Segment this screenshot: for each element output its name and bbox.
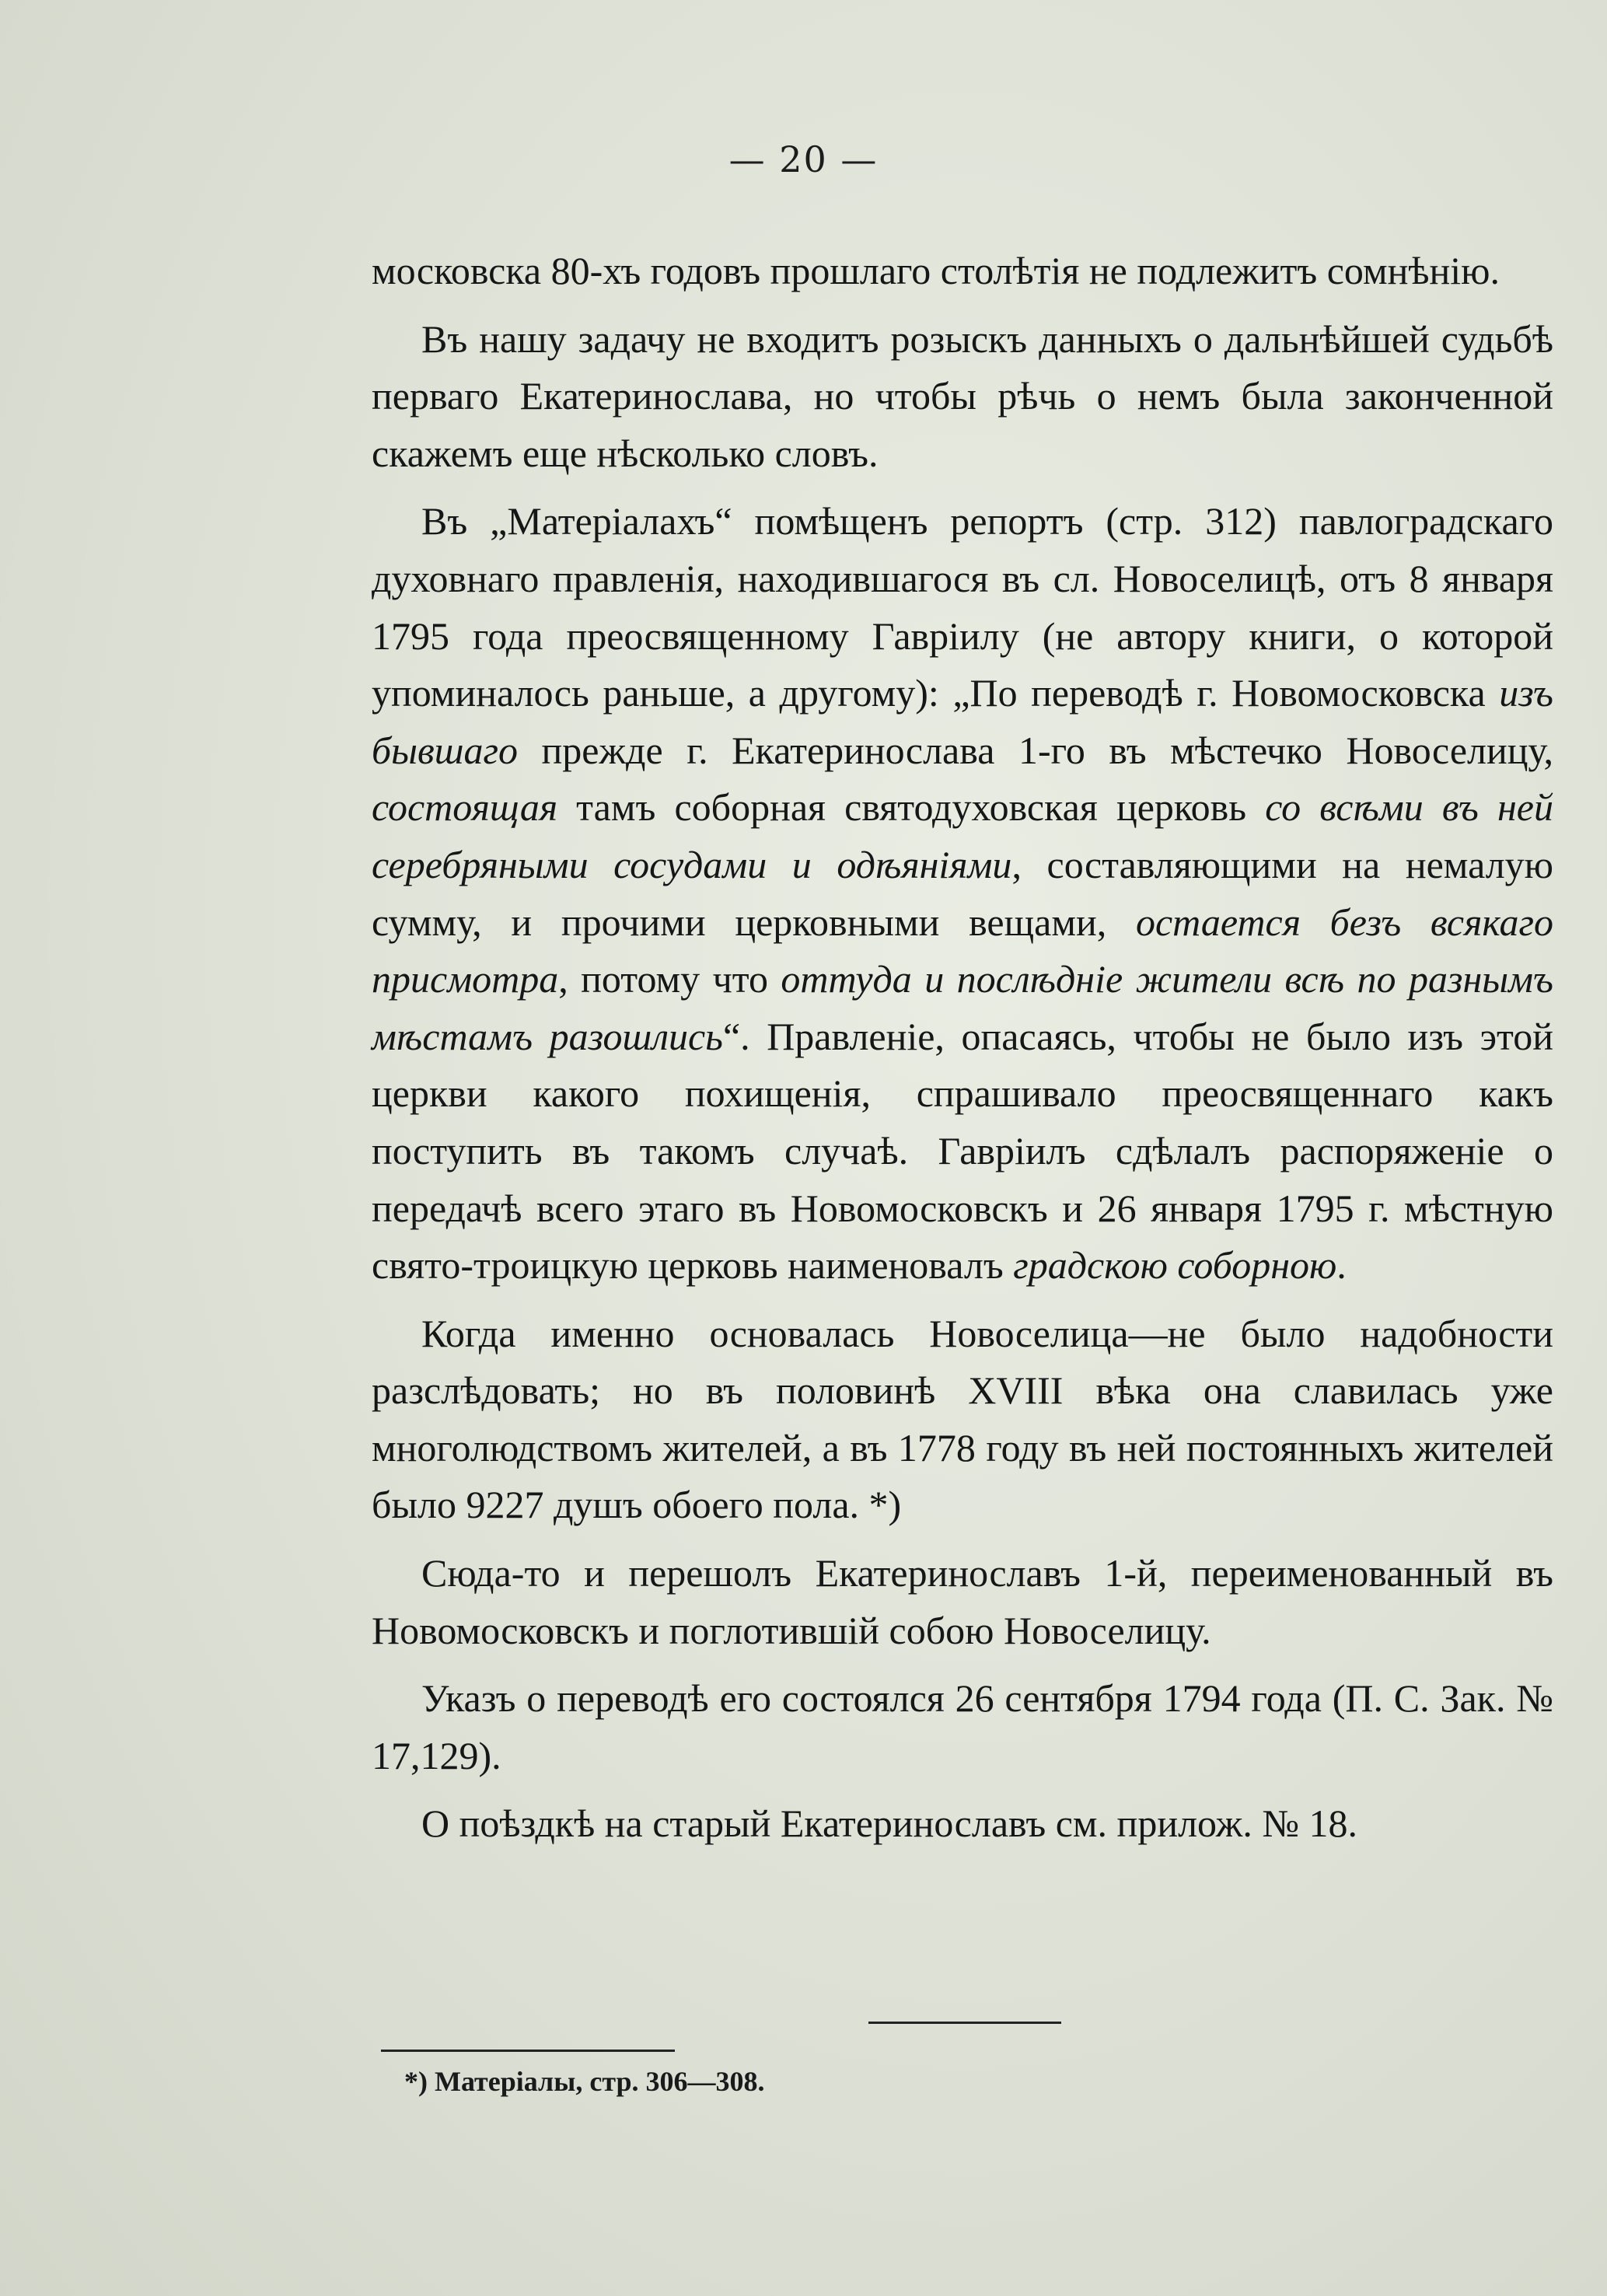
text-segment: Указъ о переводѣ его состоялся 26 сентября 1794 года (П. С. Зак. № 17,129). — [372, 1676, 1553, 1777]
text-segment: прежде г. Екатеринослава 1-го въ мѣстечко Новоселицу, — [517, 728, 1553, 772]
text-segment: Сюда-то и перешолъ Екатеринославъ 1-й, переименованный въ Новомосковскъ и поглотившій собою Новоселицу. — [372, 1551, 1553, 1652]
text-segment: . — [1336, 1243, 1347, 1288]
italic-segment: остается безъ всякаго присмотра — [372, 900, 1553, 1001]
text-segment: , составляющими на немалую сумму, и прочими церковными вещами, — [372, 842, 1554, 944]
italic-segment: изъ бывшаго — [372, 671, 1553, 772]
paragraph-p4 — [372, 1305, 1553, 1534]
paragraph-p5 — [372, 1545, 1553, 1659]
italic-segment: со всѣми въ ней серебряными сосудами и одѣяніями — [372, 785, 1553, 886]
paragraph-p3 — [372, 493, 1553, 1294]
text-segment: Въ „Матеріалахъ“ помѣщенъ репортъ (стр. 312) павлоградскаго духовнаго правленія, находившагося въ сл. Новоселицѣ, отъ 8 января 1795 года преосвященному Гавріилу (не автору книги, о которой упоминалось раньше, а другому): „По переводѣ г. Новомосковска — [372, 499, 1553, 715]
footnote: *) Матеріалы, стр. 306—308. — [404, 2066, 765, 2097]
paragraph-p1 — [372, 243, 1553, 300]
closing-rule — [868, 2022, 1061, 2024]
footnote-rule — [381, 2050, 675, 2052]
text-segment: Когда именно основалась Новоселица—не было надобности разслѣдовать; но въ половинѣ XVIII вѣка она славилась уже многолюдствомъ жителей, а въ 1778 году въ ней постоянныхъ жителей было 9227 душъ обоего пола. *) — [372, 1311, 1553, 1527]
text-segment: тамъ соборная святодуховская церковь — [557, 785, 1266, 830]
paragraph-p7 — [372, 1795, 1553, 1853]
text-segment: “. Правленіе, опасаясь, чтобы не было изъ этой церкви какого похищенія, спрашивало преосвященнаго какъ поступить въ такомъ случаѣ. Гавріилъ сдѣлалъ распоряженіе о передачѣ всего этаго въ Новомосковскъ и 26 января 1795 г. мѣстную свято-троицкую церковь наименовалъ — [372, 1014, 1553, 1288]
text-segment: московска 80-хъ годовъ прошлаго столѣтія не подлежитъ сомнѣнію. — [372, 249, 1500, 292]
italic-segment: состоящая — [372, 785, 558, 830]
text-segment: О поѣздкѣ на старый Екатеринославъ см. прилож. № 18. — [421, 1802, 1358, 1846]
text-segment: , потому что — [558, 957, 781, 1001]
italic-segment: градскою соборною — [1013, 1243, 1337, 1288]
body-text — [372, 243, 1553, 1853]
paragraph-p2 — [372, 311, 1553, 483]
text-segment: Въ нашу задачу не входитъ розыскъ данныхъ о дальнѣйшей судьбѣ перваго Екатеринослава, но чтобы рѣчь о немъ была законченной скажемъ еще нѣсколько словъ. — [372, 316, 1553, 475]
italic-segment: оттуда и послѣдніе жители всѣ по разнымъ мѣстамъ разошлись — [372, 957, 1553, 1058]
page-number: — 20 — — [728, 138, 879, 180]
paragraph-p6 — [372, 1670, 1553, 1784]
